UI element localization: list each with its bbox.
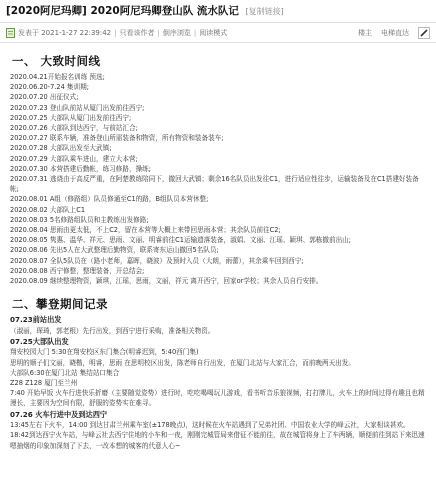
record-line: （淑丽，琛琦，郭老根）先行出发，到西宁进行采购，准备相关物资。 <box>10 326 215 335</box>
timeline-item: 2020.07.20 出征仪式; <box>10 93 79 102</box>
floor-label: 楼主 <box>358 29 372 37</box>
timeline-item: 2020.07.29 大部队乘车进山，建立大本营; <box>10 154 138 163</box>
separator: | <box>193 29 197 37</box>
thread-title-bar <box>0 0 436 23</box>
timeline-item: 2020.07.26 大部队到达西宁，与前站汇合; <box>10 124 138 133</box>
timeline-item: 2020.08.05 隽惠、温华、祥元、思雨、文丽、明睿前往C1运输遗落装备，淑娟、文丽、江瑶、颖琪、郭栋撤前出山; <box>10 236 351 245</box>
post-meta-bar <box>0 23 436 43</box>
post-time: 发表于 2021-1-27 22:39:42 <box>18 29 112 37</box>
record-line: 13:45左右下火车，14:00 到达甘肃兰州乘车室(±178晚点)，这时候在火车站遇到了兄弟社团、中国农业大学的峰云社，大家相谈甚欢。 <box>10 421 410 430</box>
timeline-item: 2020.07.28 大部队出发至大武镇; <box>10 144 112 153</box>
record-line: 思明的顺子们文丽，晓楷，明睿，思雨 在思明校区出发，陈老师自行出发，在厦门北站与大家汇合，而前晚两天出发。 <box>10 358 355 367</box>
thread-title: [2020阿尼玛卿] 2020阿尼玛卿登山队 流水队记 <box>6 5 239 17</box>
timeline-item: 2020.08.06 先出5人在大武整理后勤物资，联系寄东运山撤回5名队员; <box>10 246 219 255</box>
record-line: 大部队6:30在厦门北站 集结站口集合 <box>10 368 120 377</box>
record-line: Z28 Z128 厦门至兰州 <box>10 379 78 388</box>
timeline-item: 2020.07.25 大部队从厦门出发前往西宁; <box>10 113 132 122</box>
separator: | <box>157 29 160 37</box>
timeline-item: 2020.07.30 本营搭建后勤帐，练习修路，操练; <box>10 164 151 173</box>
timeline-list <box>10 72 426 286</box>
timeline-item: 2020.08.01 A组（修路组）队员修通至C1的路，B组队员本营休整; <box>10 195 209 204</box>
record-subheading: 07.23前站出发 <box>10 315 62 325</box>
read-mode-link[interactable]: 阅读模式 <box>199 29 228 37</box>
pen-icon[interactable] <box>418 27 430 39</box>
climb-record <box>10 315 426 451</box>
copy-link[interactable]: [复制链接] <box>245 7 284 16</box>
timeline-item: 2020.07.27 联系车辆，准备登山所需装备和物资，所有物资和装备装车; <box>10 134 224 143</box>
timeline-item: 2020.08.08 西宁修整，整理装备，开总结会; <box>10 266 145 275</box>
timeline-item: 2020.08.03 5名修路组队员和主教练出发修路; <box>10 215 149 224</box>
section-title: 一、 大致时间线 <box>12 54 101 68</box>
timeline-item: 2020.08.07 全队5队员在（路小老师，嘉晖，晓波）及预时入员（大朗，雨蕾），其余乘车回到西宁; <box>10 256 304 265</box>
post-content <box>0 43 436 451</box>
timeline-item: 2020.08.09 继续整理物资，颖琪，江瑶，思雨，文丽，祥元 离开西宁，回家or学校；其余人员自行安排。 <box>10 277 323 286</box>
timeline-item: 2020.08.02 大部队上C1 <box>10 205 86 214</box>
timeline-item: 2020.07.23 登山队前站从厦门出发前往西宁; <box>10 103 145 112</box>
reverse-order-link[interactable]: 倒序浏览 <box>162 29 191 37</box>
separator: | <box>114 29 117 37</box>
record-line: 18:42到达西宁火车站，与峰云社去西宁住地的小车和一夜，刚刚完城管局来借征不能前往，故在城管将身上了车两辆，顺便前往到站下来迅速嗯抽烟的印象加深刻了下去，一改本想的城客的代意人心~ <box>10 431 425 450</box>
record-subheading: 07.25大部队出发 <box>10 336 69 346</box>
timeline-item: 2020.04.21开始报名训练 预选; <box>10 73 105 81</box>
elevator-link[interactable]: 电梯直达 <box>381 29 409 37</box>
post-icon <box>6 28 15 38</box>
timeline-item: 2020.08.04 思雨由更太低，不上C2，留在本营等大概上来带回思雨本营；其余队员前往C2; <box>10 226 281 235</box>
record-line: 翔安校园大门 5:30在翔安校区东门集合(明睿迟到，5:40西门集) <box>10 348 199 357</box>
only-author-link[interactable]: 只看该作者 <box>119 29 155 37</box>
timeline-item: 2020.06.20-7.24 集训期; <box>10 83 89 92</box>
section-title: 二、攀登期间记录 <box>12 297 108 312</box>
record-subheading: 07.26 火车行进中及到达西宁 <box>10 409 108 419</box>
timeline-item: 2020.07.31 逃烧由于高反严重，在阿楚教练陪同下，撤回大武镇；剩余16名队员出发往C1，进行适应性往步，运输装备及在C1搭建好装备帐; <box>10 175 419 194</box>
record-line: 7:40 开始早饭 火车行进快乐折磨（主要随觉姿势）进行时，吃吃喝喝玩儿游戏，看书听音乐狼视频，打打牌儿，火车上的时间过得有趣且也精漫长，主要因为空间有限，舒服的姿势实在难寻。 <box>10 389 425 408</box>
meta-right <box>349 26 430 40</box>
